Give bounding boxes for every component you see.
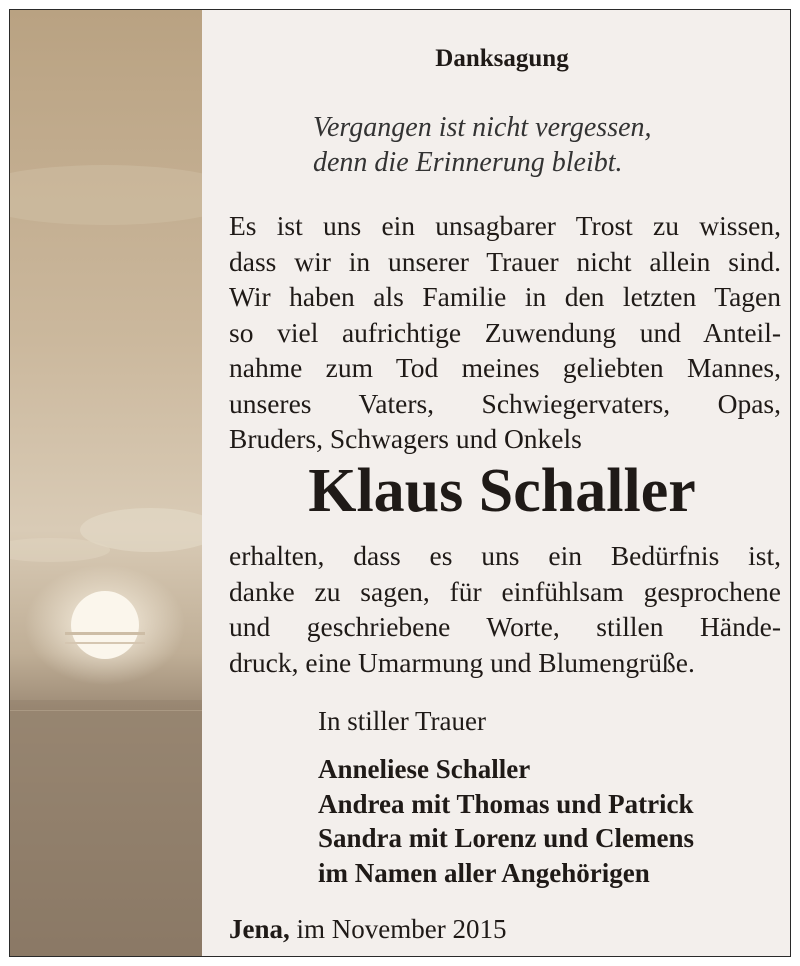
paragraph-line: druck, eine Umarmung und Blumengrüße. (229, 646, 695, 678)
paragraph-line: Wir haben als Familie in den letzten Tagen (229, 281, 781, 312)
heading: Danksagung (435, 45, 569, 72)
paragraph-line: danke zu sagen, für einfühlsam gesprochene (229, 575, 781, 607)
deceased-name: Klaus Schaller (308, 457, 696, 525)
motto-line: Vergangen ist nicht vergessen, (313, 112, 652, 143)
motto (313, 110, 783, 180)
paragraph-line: und geschriebene Worte, stillen Hände- (229, 611, 781, 642)
mourner: Sandra mit Lorenz und Clemens (318, 823, 695, 853)
paragraph-line: so viel aufrichtige Zuwendung und Anteil- (229, 316, 781, 348)
thanks-paragraph (229, 208, 781, 457)
mourner: Andrea mit Thomas und Patrick (318, 788, 694, 819)
paragraph-line: Es ist uns ein unsagbarer Trost zu wissen, (229, 210, 781, 241)
place-date (229, 912, 506, 946)
place: Jena, (229, 914, 290, 944)
mourning-line: In stiller Trauer (318, 706, 486, 736)
paragraph-line: nahme zum Tod meines geliebten Mannes, (229, 352, 781, 383)
paragraph-line: erhalten, dass es uns ein Bedürfnis ist, (229, 540, 781, 571)
sunset-image (10, 10, 202, 956)
mourners-list (318, 752, 694, 890)
mourner: Anneliese Schaller (318, 754, 531, 784)
paragraph-line: dass wir in unserer Trauer nicht allein sind. (229, 245, 781, 277)
paragraph-line: unseres Vaters, Schwiegervaters, Opas, (229, 387, 781, 419)
obituary-card (9, 9, 791, 957)
date: im November 2015 (296, 914, 507, 944)
motto-line: denn die Erinnerung bleibt. (313, 147, 623, 178)
mourner: im Namen aller Angehörigen (318, 857, 650, 888)
paragraph-line: Bruders, Schwagers und Onkels (229, 423, 582, 454)
thanks-paragraph-continued (229, 538, 781, 680)
